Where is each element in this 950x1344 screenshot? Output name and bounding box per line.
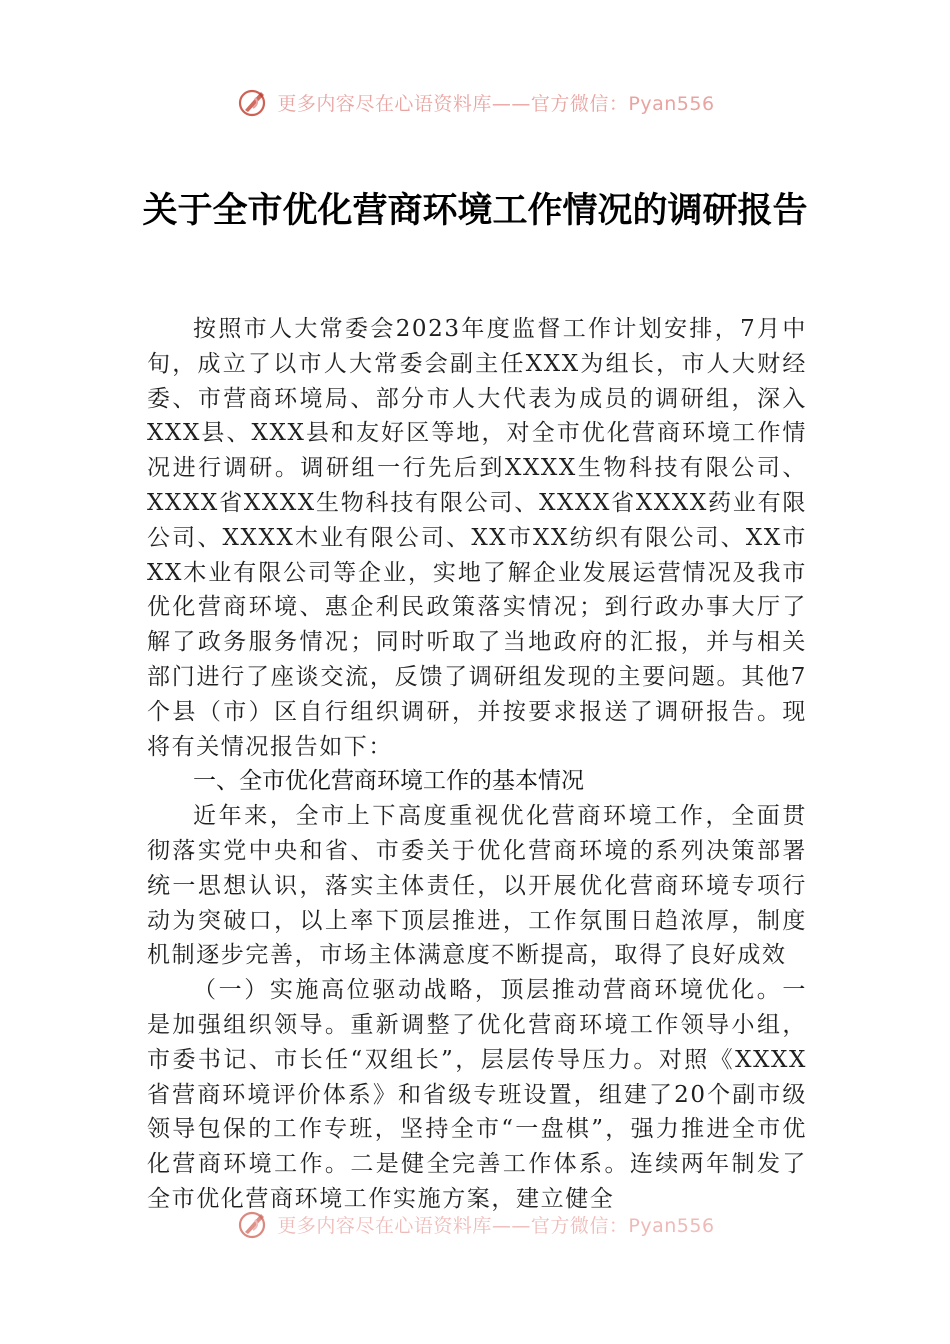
section-heading: 一、全市优化营商环境工作的基本情况 [193, 768, 584, 795]
brand-logo-icon [235, 1206, 271, 1242]
watermark-text: 更多内容尽在心语资料库——官方微信：Pyan556 [277, 92, 715, 115]
section-paragraph: 近年来，全市上下高度重视优化营商环境工作，全面贯彻落实党中央和省、市委关于优化营商环境的系列决策部署统一思想认识，落实主体责任，以开展优化营商环境专项行动为突破口，以上率下顶层推进，工作氛围日趋浓厚，制度机制逐步完善，市场主体满意度不断提高，取得了良好成效 [147, 803, 807, 969]
watermark-footer [0, 1206, 950, 1242]
document-title: 关于全市优化营商环境工作情况的调研报告 [142, 190, 808, 231]
subsection-text: 一是加强组织领导。重新调整了优化营商环境工作领导小组，市委书记、市长任“双组长”，层层传导压力。对照《XXXX省营商环境评价体系》和省级专班设置，组建了20个副市级领导包保的工作专班，坚持全市“一盘棋”，强力推进全市优化营商环境工作。二是健全完善工作体系。连续两年制发了全市优化营商环境工作实施方案，建立健全 [147, 977, 807, 1212]
subsection-lead: （一）实施高位驱动战略，顶层推动营商环境优化。 [193, 977, 783, 1004]
watermark-text: 更多内容尽在心语资料库——官方微信：Pyan556 [277, 1214, 715, 1237]
document-body [147, 312, 807, 1217]
subsection-paragraph [147, 973, 807, 1217]
brand-logo-icon [235, 84, 271, 120]
intro-paragraph: 按照市人大常委会2023年度监督工作计划安排，7月中旬，成立了以市人大常委会副主任XXX为组长，市人大财经委、市营商环境局、部分市人大代表为成员的调研组，深入XXX县、XXX县和友好区等地，对全市优化营商环境工作情况进行调研。调研组一行先后到XXXX生物科技有限公司、XXXX省XXXX生物科技有限公司、XXXX省XXXX药业有限公司、XXXX木业有限公司、XX市XX纺织有限公司、XX市XX木业有限公司等企业，实地了解企业发展运营情况及我市优化营商环境、惠企利民政策落实情况；到行政办事大厅了解了政务服务情况；同时听取了当地政府的汇报，并与相关部门进行了座谈交流，反馈了调研组发现的主要问题。其他7个县（市）区自行组织调研，并按要求报送了调研报告。现将有关情况报告如下： [147, 316, 807, 760]
watermark-header [0, 84, 950, 120]
